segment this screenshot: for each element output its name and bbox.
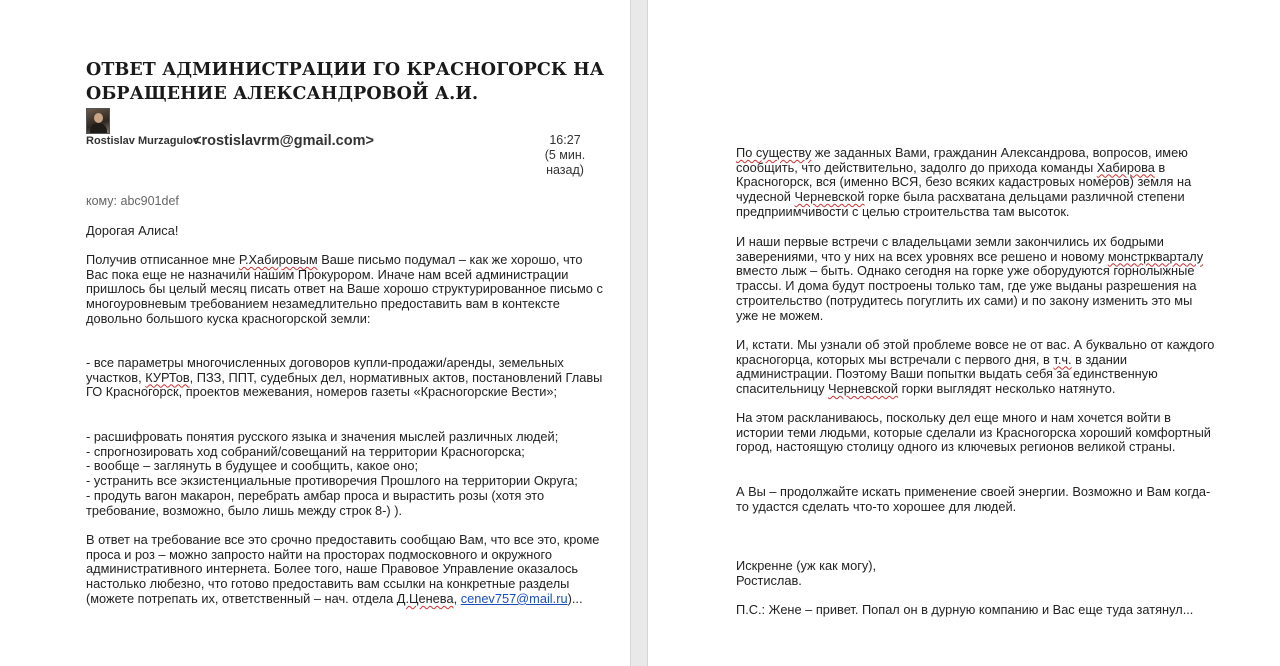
signature: Искренне (уж как могу), Ростислав. [736,558,877,588]
avatar-head [94,113,103,123]
list-item: - спрогнозировать ход собраний/совещаний на территории Красногорска; [86,443,525,459]
recipient-line: кому: abc901def [86,194,179,208]
left-list-1: - все параметры многочисленных договоров купли-продажи/аренды, земельных участков, КУРТов, ПЗЗ, ППТ, судебных дел, нормативных актов, постановлений Главы ГО Красногорск, проектов межевания, номеров газеты «Красногорские Вести»; [86,355,603,400]
list-item: - расшифровать понятия русского языка и значения мыслей различных людей; [86,429,559,444]
time-value: 16:27 [549,133,581,147]
word-kurt: КУРТов [145,369,190,385]
list-item: - продуть вагон макарон, перебрать амбар проса и вырастить розы (хотя это требование, возможно, было лишь между строк 8-) ). [86,487,545,518]
avatar-body [90,123,107,134]
time-ago: (5 мин. назад) [544,148,586,177]
left-paragraph-1: Получив отписанное мне Р.Хабировым Ваше письмо подумал – как же хорошо, что Вас пока еще не назначили нашим Прокурором. Иначе нам всей администрации пришлось бы целый месяц писать ответ на Ваше хорошо структурированное письмо с многоуровневым требованием незамедлительно предоставить вам в контексте довольно большого куска красногорской земли: [86,252,603,326]
page-gutter [630,0,648,666]
right-paragraph-3: И, кстати. Мы узнали об этой проблеме вовсе не от вас. А буквально от каждого красногорца, которых мы встречали с первого дня, в т.ч. в здании администрации. Поэтому Ваши попытки выдать себя за единственную спасительницу Черневской горки выглядят несколько натянуто. [736,337,1215,397]
message-time [540,133,590,178]
postscript: П.С.: Жене – привет. Попал он в дурную компанию и Вас еще туда затянул... [736,602,1194,617]
sender-name: Rostislav Murzagulov [86,135,200,147]
list-item: - устранить все экзистенциальные противоречия Прошлого на территории Округа; [86,473,578,489]
right-paragraph-5: А Вы – продолжайте искать применение своей энергии. Возможно и Вам когда-то удастся сделать что-то хорошее для людей. [736,484,1211,514]
document-title: ОТВЕТ АДМИНИСТРАЦИИ ГО КРАСНОГОРСК НА ОБРАЩЕНИЕ АЛЕКСАНДРОВОЙ А.И. [86,60,605,104]
email-link[interactable]: cenev757@mail.ru [460,590,568,606]
left-list-2 [86,430,606,518]
name-tsenev: Д.Ценева [396,590,454,606]
list-item: - вообще – заглянуть в будущее и сообщить, какое оно; [86,458,419,474]
right-paragraph-2: И наши первые встречи с владельцами земли закончились их бодрыми заверениями, что у них на всех уровнях все решено и новому монстркварталу вместо лыж – быть. Однако сегодня на горке уже оборудуются горнолыжные трассы. И дома будут построены только там, где уже выданы разрешения на строительство (потрудитесь погуглить их сами) и по закону изменить это мы уже не можем. [736,234,1204,323]
right-paragraph-4: На этом раскланиваюсь, поскольку дел еще много и нам хочется войти в истории теми людьми, которые сделали из Красногорска хороший комфортный город, настоящую столицу одного из ключевых регионов великой страны. [736,410,1211,455]
sender-avatar [86,108,110,134]
greeting: Дорогая Алиса! [86,223,179,238]
sender-email: <rostislavrm@gmail.com> [193,133,374,149]
name-khabirov: Р.Хабировым [238,252,318,267]
right-paragraph-1: По существу же заданных Вами, гражданин Александрова, вопросов, имею сообщить, что действительно, задолго до прихода команды Хабирова в Красногорск, вся (именно ВСЯ, безо всяких кадастровых номеров) земля на чудесной Черневской горке была расхватана дельцами различной степени предприимчивости с целью строительства там высоток. [736,145,1192,219]
left-paragraph-2: В ответ на требование все это срочно предоставить сообщаю Вам, что все это, кроме проса и роз – можно запросто найти на просторах подмосковного и окружного административного интернета. Более того, наше Правовое Управление оказалось настолько любезно, что готово предоставить вам ссылки на конкретные разделы (можете потрепать их, ответственный – нач. отдела Д.Ценева, cenev757@mail.ru)... [86,532,600,606]
